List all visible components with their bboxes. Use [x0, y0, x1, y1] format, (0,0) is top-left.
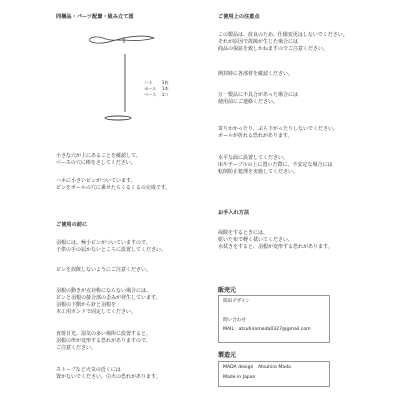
maker-name: MADA design Atsuhiro Mada — [223, 365, 291, 370]
seller-box — [218, 295, 330, 343]
contact-label: 問い合わせ — [223, 318, 246, 323]
caution-paragraph: ストーブなど火気の近くには 置かないでください。引火の恐れがあります。 — [56, 367, 161, 380]
usage-note: 寄りかかったり、ぶら下がったりしないでください。 ポールが折れる恐れがあります。 — [218, 126, 339, 139]
origin-label: Made in Japan — [223, 375, 256, 380]
usage-note: この製品は、改良のため、仕様変更はしないでください。 それが原因で故障が生じた場合には 商品の保証を致しかねますのでご注意ください。 — [218, 32, 348, 52]
caution-heading: ご使用の前に — [56, 222, 88, 228]
care-heading: お手入れ方法 — [218, 210, 250, 216]
seller-name: 間田デザイン — [223, 299, 251, 304]
seller-title: 販売元 — [218, 287, 237, 294]
base-shape — [105, 116, 131, 120]
usage-notes-heading: ご使用上の注意点 — [218, 14, 260, 20]
caution-paragraph: 羽根の動きが点対称にならない場合には、 ピンと羽根の接合部の歪みが発生しています。 羽根の下側から針と羽根を 木工用ボンドで固定してください。 — [56, 288, 161, 315]
parts-list — [144, 80, 169, 98]
propeller-wing-shape — [90, 36, 154, 43]
assembly-diagram — [76, 24, 206, 124]
caution-paragraph: 羽根には、極小ピンがついていますので、 子供の手の届かないところに設置してください。 — [56, 240, 167, 253]
maker-box — [218, 361, 330, 387]
maker-title: 製造元 — [218, 352, 237, 359]
usage-note: 水平な面に設置してください。 床やテーブルの上に置いた際に、不安定な場合には 転倒防止処理を実施してください。 — [218, 155, 333, 175]
caution-paragraph: ピンを誤飲しないようにご注意ください。 — [56, 267, 152, 273]
contents-heading: 同梱品・パーツ配置・組み立て図 — [56, 14, 134, 20]
assembly-step-1: 小さな穴が上にあることを確認して、 ベースの穴に棒をさしてください。 — [56, 153, 141, 166]
contact-email: MAIL：atsuhiromada0327@gmail.com — [223, 327, 311, 332]
usage-note: 開封時に各部材を確認ください。 — [218, 71, 294, 77]
part-row: ベース 1コ — [144, 92, 169, 97]
usage-note: 万一製品に不具合があった場合には 使用前にご連絡ください。 — [218, 92, 298, 105]
care-instructions: 掃除をするときには、 乾いた布で軽く拭いてください。 水拭きをすると、羽根が変形する恐れがあります。 — [218, 230, 333, 250]
part-row: ハネ 1枚 — [144, 80, 169, 85]
caution-paragraph: 直射日光、湿気の多い場所に設置すると、 羽根の形が変形する恐れがありますので、 ご注意ください。 — [56, 331, 152, 351]
assembly-step-2: ハネに小さいピンがついています。 ピンをポールの穴に乗せたらくるくるの完成です。 — [56, 178, 171, 191]
part-row: ポール 1本 — [144, 86, 169, 91]
